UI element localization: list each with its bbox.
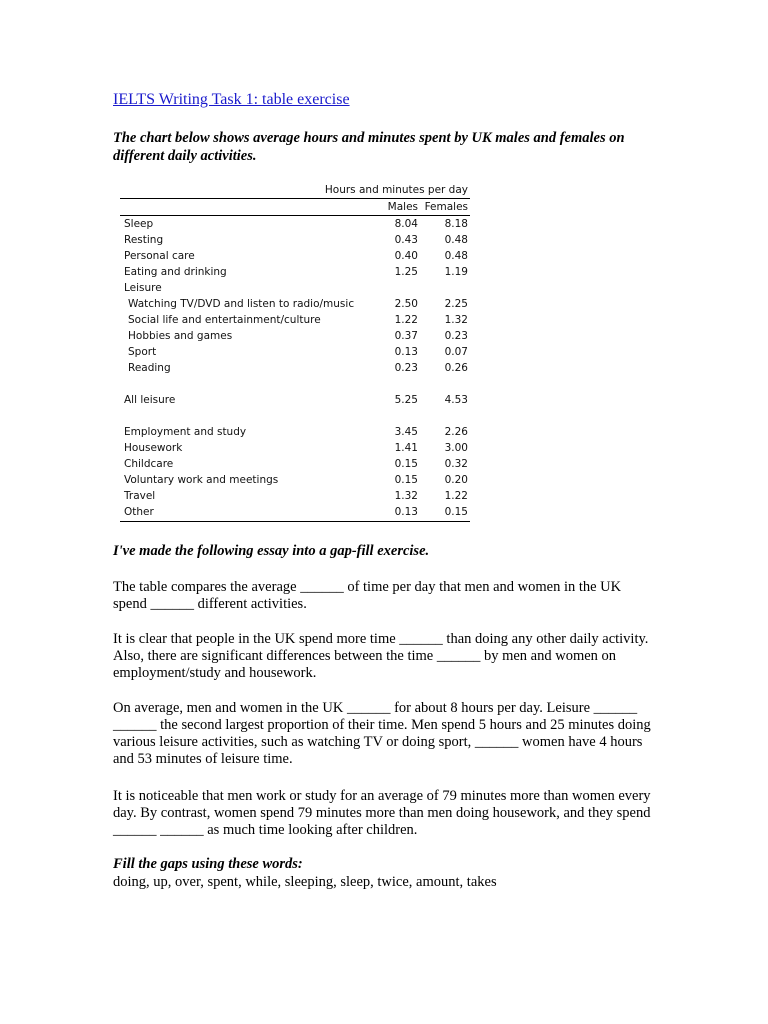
- males-value: 0.13: [394, 346, 418, 358]
- essay-paragraph: On average, men and women in the UK ______ for about 8 hours per day. Leisure ______ ______ the second largest proportion of their time. Men spend 5 hours and 25 minutes doing various leisure activities, such as watching TV or doing sport, ______ women have 4 hours and 53 minutes of leisure time.: [113, 700, 651, 767]
- row-label: Sleep: [124, 218, 154, 230]
- table-caption: Hours and minutes per day: [120, 182, 470, 199]
- males-value: 0.13: [394, 506, 418, 518]
- table-row: [120, 216, 470, 232]
- females-value: 0.48: [444, 234, 468, 246]
- row-label: Reading: [128, 362, 171, 374]
- essay-paragraph: It is noticeable that men work or study for an average of 79 minutes more than women every day. By contrast, women spend 79 minutes more than men doing housework, and they spend ______ ______ as much time looking after children.: [113, 788, 651, 838]
- table-row: [120, 280, 470, 296]
- intro-text: The chart below shows average hours and minutes spent by UK males and females on different daily activities.: [113, 130, 625, 164]
- males-value: 1.22: [394, 314, 418, 326]
- table-row: [120, 504, 470, 520]
- row-label: Watching TV/DVD and listen to radio/music: [128, 298, 355, 310]
- row-label: Sport: [128, 346, 157, 358]
- females-value: 4.53: [444, 394, 468, 406]
- males-value: [378, 280, 418, 296]
- table-row: [120, 392, 470, 408]
- table-spacer: [120, 408, 470, 424]
- word-bank-heading: Fill the gaps using these words:: [113, 856, 303, 872]
- males-value: 2.50: [394, 298, 418, 310]
- hours-table: [120, 182, 470, 522]
- females-value: 0.07: [444, 346, 468, 358]
- females-value: 0.15: [444, 506, 468, 518]
- row-label: Other: [124, 506, 154, 518]
- males-value: 0.23: [394, 362, 418, 374]
- females-value: 0.48: [444, 250, 468, 262]
- males-value: 0.37: [394, 330, 418, 342]
- table-row: [120, 440, 470, 456]
- females-value: 0.23: [444, 330, 468, 342]
- table-row: [120, 472, 470, 488]
- males-value: 0.15: [394, 474, 418, 486]
- females-value: 2.26: [444, 426, 468, 438]
- row-label: Voluntary work and meetings: [124, 474, 279, 486]
- males-value: 0.43: [394, 234, 418, 246]
- row-label: All leisure: [124, 394, 176, 406]
- essay-paragraph: It is clear that people in the UK spend more time ______ than doing any other daily activity. Also, there are significant differences between the time ______ by men and women on employment/study and housework.: [113, 631, 649, 681]
- females-value: 8.18: [444, 218, 468, 230]
- table-row: [120, 328, 470, 344]
- row-label: Eating and drinking: [124, 266, 227, 278]
- table-spacer: [120, 376, 470, 392]
- females-value: 0.32: [444, 458, 468, 470]
- essay-paragraph: The table compares the average ______ of time per day that men and women in the UK spend ______ different activities.: [113, 579, 622, 612]
- row-label: Childcare: [124, 458, 174, 470]
- page-title[interactable]: IELTS Writing Task 1: table exercise: [113, 91, 350, 108]
- males-value: 0.40: [394, 250, 418, 262]
- table-column-headers: [120, 199, 470, 215]
- table-row: [120, 248, 470, 264]
- table-row: [120, 488, 470, 504]
- males-value: 3.45: [394, 426, 418, 438]
- column-header-males: Males: [387, 201, 418, 213]
- table-row: [120, 296, 470, 312]
- row-label: Hobbies and games: [128, 330, 233, 342]
- table-row: [120, 424, 470, 440]
- table-row: [120, 232, 470, 248]
- males-value: 1.32: [394, 490, 418, 502]
- females-value: 1.32: [444, 314, 468, 326]
- row-label: Personal care: [124, 250, 195, 262]
- females-value: 0.26: [444, 362, 468, 374]
- females-value: 2.25: [444, 298, 468, 310]
- males-value: 1.41: [394, 442, 418, 454]
- males-value: 1.25: [394, 266, 418, 278]
- table-row: [120, 360, 470, 376]
- row-label: Leisure: [124, 282, 162, 294]
- table-row: [120, 344, 470, 360]
- table-row: [120, 456, 470, 472]
- females-value: 3.00: [444, 442, 468, 454]
- column-header-females: Females: [424, 201, 468, 213]
- row-label: Social life and entertainment/culture: [128, 314, 321, 326]
- row-label: Travel: [124, 490, 156, 502]
- males-value: 8.04: [394, 218, 418, 230]
- males-value: 0.15: [394, 458, 418, 470]
- table-row: [120, 312, 470, 328]
- females-value: [418, 280, 470, 296]
- word-bank: doing, up, over, spent, while, sleeping, sleep, twice, amount, takes: [113, 874, 497, 890]
- females-value: 1.19: [444, 266, 468, 278]
- row-label: Housework: [124, 442, 183, 454]
- row-label: Employment and study: [124, 426, 247, 438]
- males-value: 5.25: [394, 394, 418, 406]
- table-body: [120, 215, 470, 522]
- females-value: 0.20: [444, 474, 468, 486]
- table-row: [120, 264, 470, 280]
- row-label: Resting: [124, 234, 164, 246]
- females-value: 1.22: [444, 490, 468, 502]
- gap-fill-heading: I've made the following essay into a gap-fill exercise.: [113, 543, 430, 559]
